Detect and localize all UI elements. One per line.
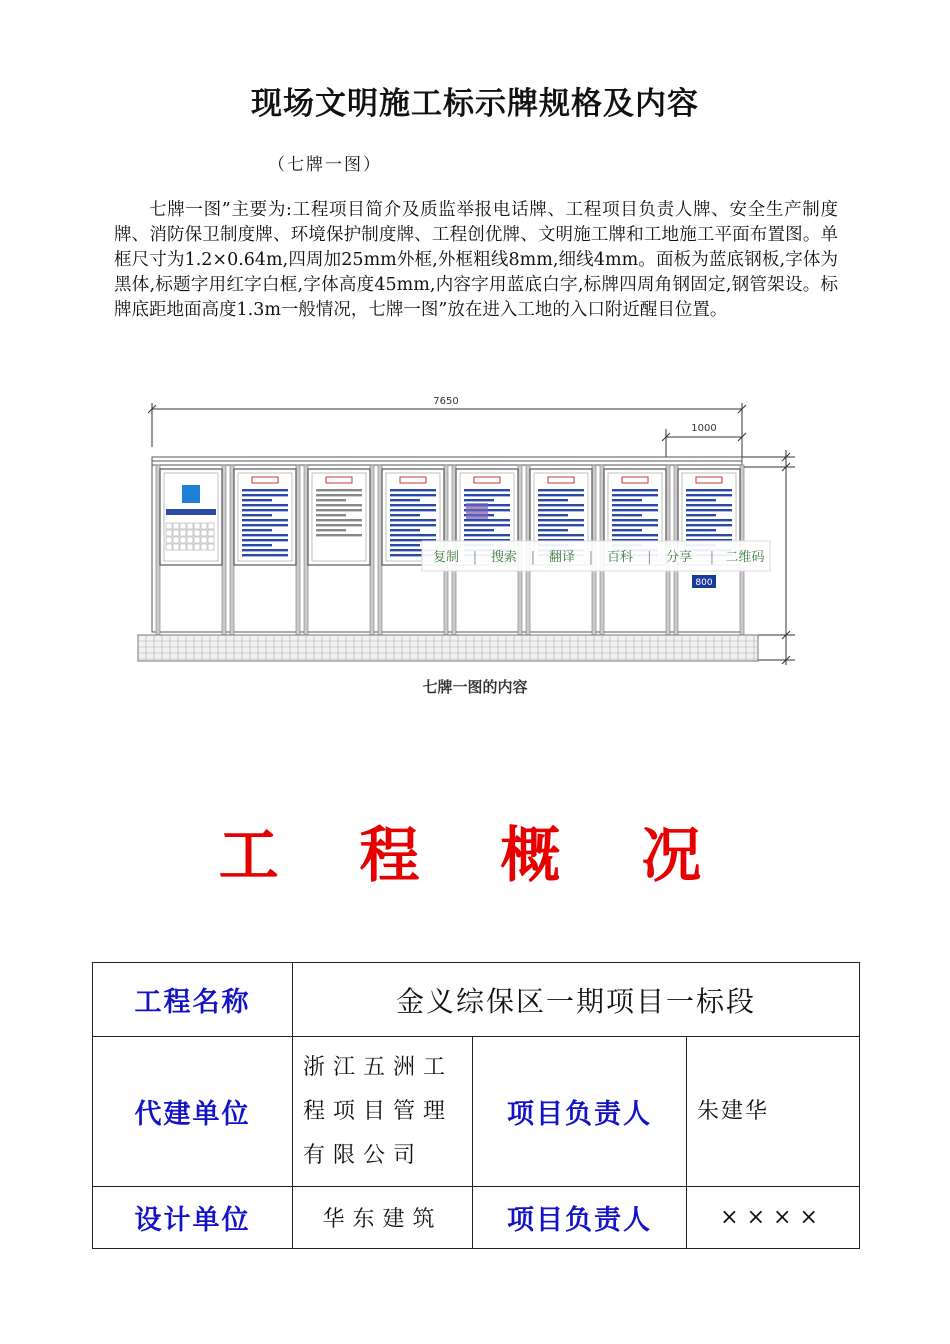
dim-total-label: 7650 (433, 396, 459, 407)
menu-separator: | (647, 550, 652, 565)
menu-separator: | (588, 550, 594, 565)
project-name-label: 工程名称 (93, 963, 293, 1037)
design-unit-label: 设计单位 (93, 1187, 293, 1249)
overview-title: 工 程 概 况 (218, 821, 732, 891)
project-name-value: 金义综保区一期项目一标段 (293, 963, 860, 1037)
design-pm-label: 项目负责人 (473, 1187, 687, 1249)
page-subtitle: （七牌一图） (268, 155, 382, 175)
menu-separator: | (472, 550, 478, 565)
signboard-diagram (130, 385, 820, 675)
description-paragraph: 七牌一图”主要为:工程项目简介及质监举报电话牌、工程项目负责人牌、安全生产制度牌、消防保卫制度牌、环境保护制度牌、工程创优牌、文明施工牌和工地施工平面布置图。单框尺寸为1.2×0.64m,四周加25mm外框,外框粗线8mm,细线4mm。面板为蓝底钢板,字体为黑体,标题字用红字白框,字体高度45mm,内容字用蓝底白字,标牌四周角钢固定,钢管架设。标牌底距地面高度1.3m一般情况，七牌一图”放在进入工地的入口附近醒目位置。 (114, 200, 838, 320)
page-title: 现场文明施工标示牌规格及内容 (251, 86, 699, 122)
overview-table (92, 962, 860, 1249)
context-menu-item[interactable]: 翻译 (548, 550, 576, 565)
signboard-panel (230, 465, 300, 635)
table-row (93, 963, 860, 1037)
design-unit-value: 华东建筑 (293, 1187, 473, 1249)
agent-pm-value: 朱建华 (687, 1037, 860, 1187)
table-row (93, 1187, 860, 1249)
agent-unit-label: 代建单位 (93, 1037, 293, 1187)
dim-panel-label: 1000 (691, 423, 717, 434)
signboard-panel (304, 465, 374, 635)
signboard-panel (156, 465, 226, 635)
context-menu-item[interactable]: 二维码 (725, 550, 765, 565)
agent-unit-value: 浙江五洲工程项目管理有限公司 (293, 1037, 473, 1187)
design-pm-value: ×××× (687, 1187, 860, 1249)
figure-caption: 七牌一图的内容 (422, 678, 528, 696)
context-menu-item[interactable]: 百科 (606, 550, 634, 565)
context-menu-item[interactable]: 复制 (432, 550, 460, 565)
dim-height-label: 800 (695, 578, 713, 588)
context-menu-item[interactable]: 搜索 (490, 550, 518, 565)
menu-separator: | (709, 550, 715, 565)
table-row (93, 1037, 860, 1187)
context-menu-item[interactable]: 分享 (665, 550, 693, 565)
menu-separator: | (530, 550, 536, 565)
agent-pm-label: 项目负责人 (473, 1037, 687, 1187)
